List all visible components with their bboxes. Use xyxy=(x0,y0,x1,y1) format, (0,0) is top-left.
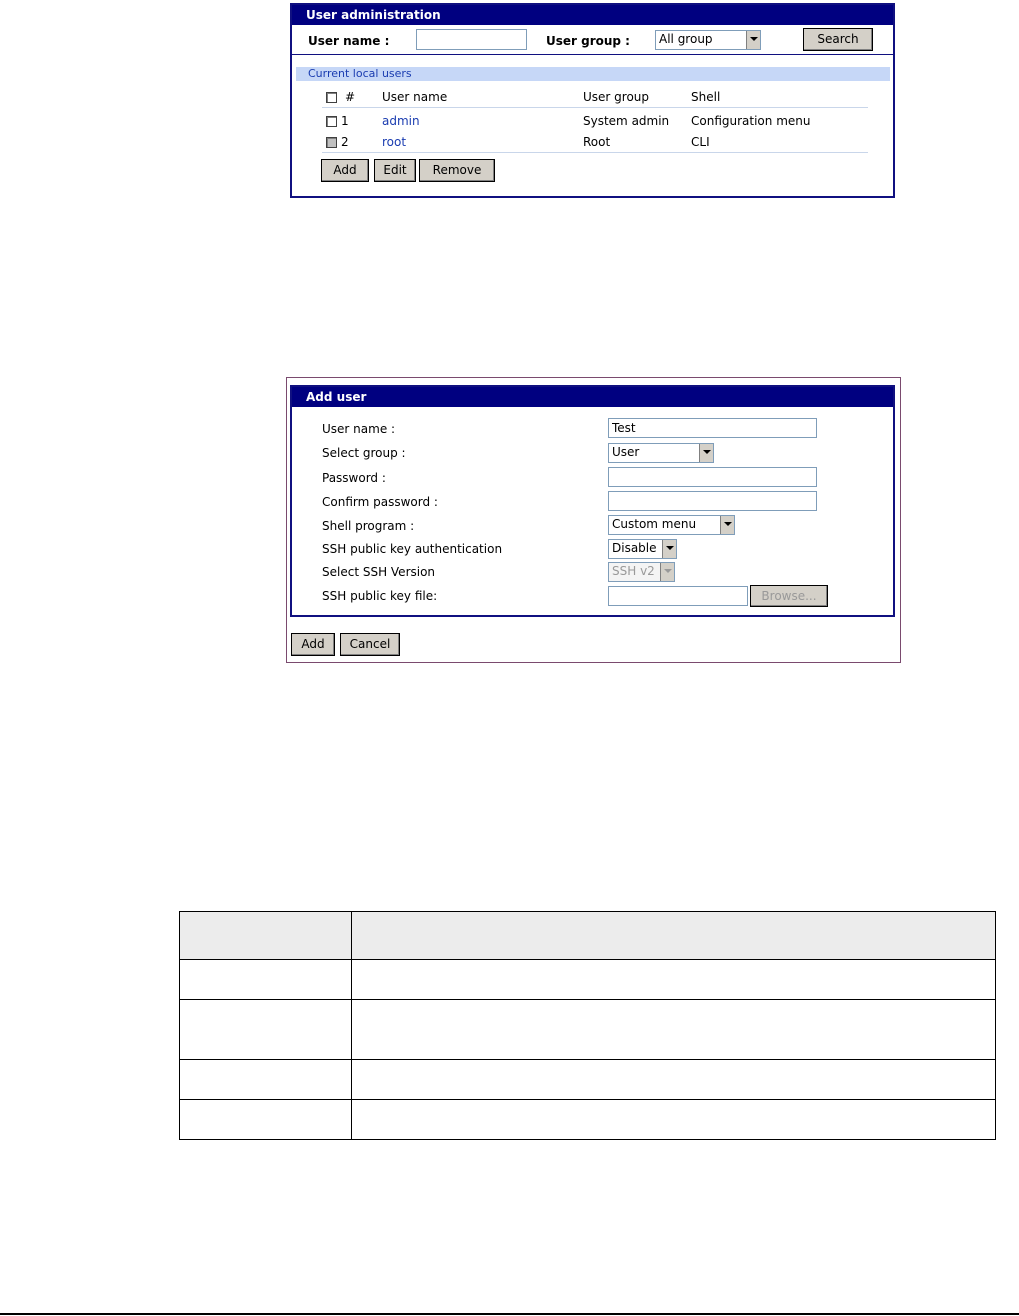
username-label: User name : xyxy=(322,422,396,436)
ssh-key-file-label: SSH public key file: xyxy=(322,589,438,603)
select-all-checkbox[interactable] xyxy=(326,92,337,103)
panel-divider xyxy=(292,54,893,55)
table-divider xyxy=(322,107,868,108)
add-user-button[interactable]: Add xyxy=(321,159,369,182)
row-shell: CLI xyxy=(691,135,710,149)
user-group-select-value: All group xyxy=(659,32,713,46)
row-checkbox xyxy=(326,137,337,148)
ssh-auth-select[interactable] xyxy=(608,539,677,559)
table-cell xyxy=(180,960,352,1000)
table-row xyxy=(180,1000,996,1060)
table-divider xyxy=(322,152,868,153)
chevron-down-icon[interactable] xyxy=(746,31,760,49)
password-label: Password : xyxy=(322,471,386,485)
section-title: Current local users xyxy=(308,67,412,80)
table-cell xyxy=(352,1000,996,1060)
chevron-down-icon[interactable] xyxy=(662,540,676,558)
panel-title: Add user xyxy=(292,387,893,407)
table-cell xyxy=(352,1100,996,1140)
user-administration-panel xyxy=(290,3,895,198)
table-row xyxy=(180,1100,996,1140)
column-header-username: User name xyxy=(382,90,448,104)
table-cell xyxy=(180,1060,352,1100)
cancel-button[interactable]: Cancel xyxy=(340,633,400,656)
current-users-section-header xyxy=(296,67,890,81)
table-cell xyxy=(180,912,352,960)
shell-program-select[interactable] xyxy=(608,515,735,535)
ssh-auth-label: SSH public key authentication xyxy=(322,542,503,556)
panel-title: User administration xyxy=(292,5,893,25)
row-group: System admin xyxy=(583,114,670,128)
ssh-auth-select-value: Disable xyxy=(612,541,657,555)
table-row xyxy=(180,960,996,1000)
row-shell: Configuration menu xyxy=(691,114,811,128)
user-link-root[interactable]: root xyxy=(382,135,407,149)
user-link-admin[interactable]: admin xyxy=(382,114,420,128)
user-group-select[interactable] xyxy=(655,30,761,50)
table-cell xyxy=(352,960,996,1000)
group-select[interactable] xyxy=(608,443,714,463)
table-cell xyxy=(180,1000,352,1060)
ssh-version-label: Select SSH Version xyxy=(322,565,436,579)
confirm-password-input[interactable] xyxy=(608,491,817,511)
user-group-label: User group : xyxy=(546,34,630,48)
row-group: Root xyxy=(583,135,611,149)
confirm-password-label: Confirm password : xyxy=(322,495,438,509)
shell-program-select-value: Custom menu xyxy=(612,517,697,531)
row-number: 2 xyxy=(341,135,349,149)
table-cell xyxy=(352,1060,996,1100)
username-search-input[interactable] xyxy=(416,29,527,50)
username-label: User name : xyxy=(308,34,390,48)
username-input[interactable] xyxy=(608,418,817,438)
table-cell xyxy=(352,912,996,960)
row-checkbox[interactable] xyxy=(326,116,337,127)
add-button[interactable]: Add xyxy=(291,633,335,656)
search-button[interactable]: Search xyxy=(803,28,873,51)
table-cell xyxy=(180,1100,352,1140)
column-header-num: # xyxy=(345,90,356,104)
row-number: 1 xyxy=(341,114,349,128)
ssh-version-select xyxy=(608,562,675,582)
description-table xyxy=(179,911,996,1140)
chevron-down-icon[interactable] xyxy=(720,516,734,534)
table-row xyxy=(180,1060,996,1100)
remove-user-button[interactable]: Remove xyxy=(419,159,495,182)
table-header-row xyxy=(180,912,996,960)
chevron-down-icon xyxy=(660,563,674,581)
add-user-panel xyxy=(290,385,895,617)
footer-divider xyxy=(0,1313,1019,1315)
column-header-group: User group xyxy=(583,90,650,104)
edit-user-button[interactable]: Edit xyxy=(374,159,416,182)
shell-program-label: Shell program : xyxy=(322,519,415,533)
browse-button: Browse... xyxy=(750,585,828,607)
ssh-key-file-input xyxy=(608,586,748,606)
select-group-label: Select group : xyxy=(322,446,406,460)
ssh-version-select-value: SSH v2 xyxy=(612,564,655,578)
chevron-down-icon[interactable] xyxy=(699,444,713,462)
password-input[interactable] xyxy=(608,467,817,487)
group-select-value: User xyxy=(612,445,640,459)
column-header-shell: Shell xyxy=(691,90,721,104)
